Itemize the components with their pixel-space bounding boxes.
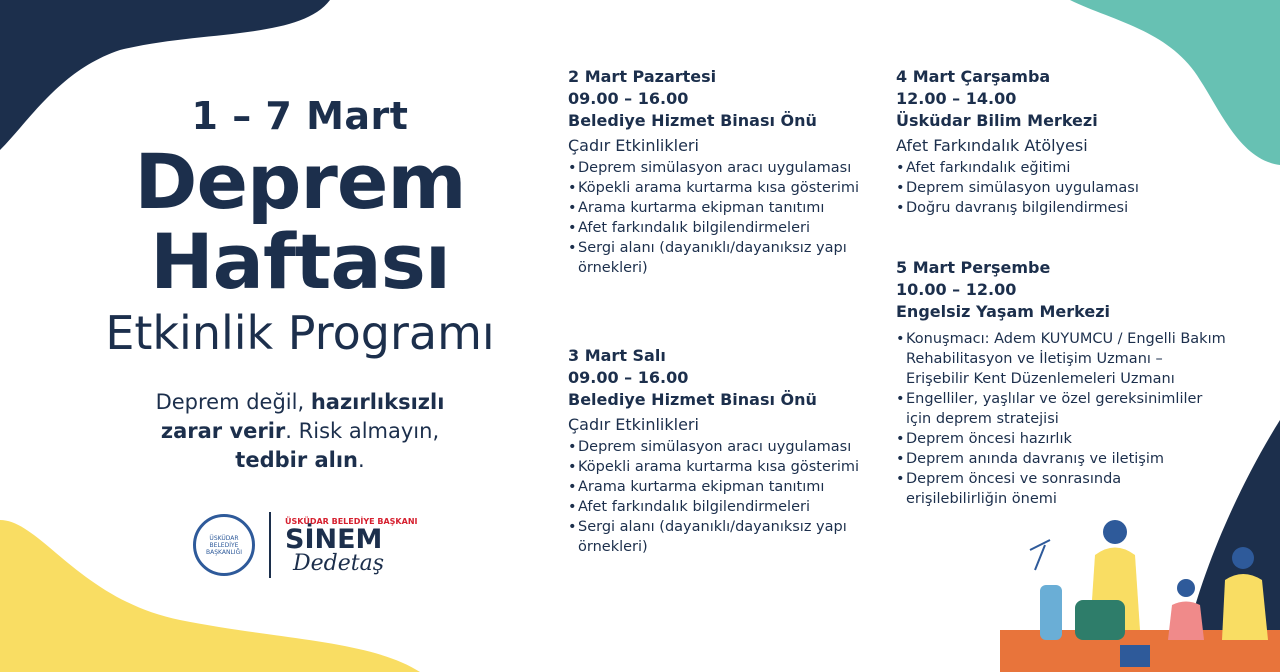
list-item: • Doğru davranış bilgilendirmesi bbox=[896, 198, 1226, 218]
list-item: • Sergi alanı (dayanıklı/dayanıksız yapı örnekleri) bbox=[568, 517, 888, 557]
brand-pretitle: ÜSKÜDAR BELEDİYE BAŞKANI bbox=[285, 516, 418, 526]
list-item: • Engelliler, yaşlılar ve özel gereksinimliler için deprem stratejisi bbox=[896, 389, 1226, 429]
time-range: 10.00 – 12.00 bbox=[896, 280, 1017, 299]
list-item: • Köpekli arama kurtarma kısa gösterimi bbox=[568, 178, 888, 198]
venue: Engelsiz Yaşam Merkezi bbox=[896, 302, 1110, 321]
mayor-brand-logo bbox=[285, 517, 418, 574]
tagline-bold: zarar verir bbox=[160, 419, 286, 443]
venue: Belediye Hizmet Binası Önü bbox=[568, 111, 817, 130]
family-preparing-illustration bbox=[1000, 510, 1280, 672]
municipality-seal-logo: ÜSKÜDAR BELEDİYE BAŞKANLIĞI bbox=[193, 514, 255, 576]
list-item: • Köpekli arama kurtarma kısa gösterimi bbox=[568, 457, 888, 477]
activity-list bbox=[568, 158, 888, 278]
list-item: • Deprem öncesi ve sonrasında erişilebilirliğin önemi bbox=[896, 469, 1226, 509]
day-block bbox=[896, 257, 1226, 509]
time-range: 09.00 – 16.00 bbox=[568, 368, 689, 387]
title-line-2: Haftası bbox=[150, 217, 450, 306]
activity-list bbox=[568, 437, 888, 557]
list-item: • Konuşmacı: Adem KUYUMCU / Engelli Bakım Rehabilitasyon ve İletişim Uzmanı – Erişebilir Kent Düzenlemeleri Uzmanı bbox=[896, 329, 1226, 389]
day-block bbox=[568, 345, 888, 557]
list-item: • Sergi alanı (dayanıklı/dayanıksız yapı örnekleri) bbox=[568, 238, 888, 278]
day-heading: 5 Mart Perşembe bbox=[896, 258, 1051, 277]
activity-title: Çadır Etkinlikleri bbox=[568, 136, 699, 155]
tagline-bold: tedbir alın bbox=[235, 448, 359, 472]
day-heading: 3 Mart Salı bbox=[568, 346, 666, 365]
time-range: 09.00 – 16.00 bbox=[568, 89, 689, 108]
list-item: • Afet farkındalık bilgilendirmeleri bbox=[568, 497, 888, 517]
activity-list bbox=[896, 329, 1226, 509]
venue: Üsküdar Bilim Merkezi bbox=[896, 111, 1098, 130]
list-item: • Deprem simülasyon aracı uygulaması bbox=[568, 158, 888, 178]
list-item: • Arama kurtarma ekipman tanıtımı bbox=[568, 477, 888, 497]
divider bbox=[269, 512, 271, 578]
list-item: • Arama kurtarma ekipman tanıtımı bbox=[568, 198, 888, 218]
brand-name: SİNEM bbox=[285, 523, 383, 555]
date-range: 1 – 7 Mart bbox=[191, 94, 409, 138]
logo-area bbox=[193, 512, 418, 578]
subtitle: Etkinlik Programı bbox=[105, 306, 495, 360]
signature: Dedetaş bbox=[293, 550, 385, 576]
list-item: • Deprem simülasyon aracı uygulaması bbox=[568, 437, 888, 457]
tagline-text: Deprem değil, bbox=[155, 390, 311, 414]
time-range: 12.00 – 14.00 bbox=[896, 89, 1017, 108]
tagline bbox=[60, 388, 540, 475]
activity-title: Afet Farkındalık Atölyesi bbox=[896, 136, 1088, 155]
tagline-text: . bbox=[358, 448, 365, 472]
day-heading: 4 Mart Çarşamba bbox=[896, 67, 1051, 86]
title-line-1: Deprem bbox=[134, 137, 466, 226]
list-item: • Afet farkındalık bilgilendirmeleri bbox=[568, 218, 888, 238]
list-item: • Deprem anında davranış ve iletişim bbox=[896, 449, 1226, 469]
day-block bbox=[896, 66, 1226, 218]
venue: Belediye Hizmet Binası Önü bbox=[568, 390, 817, 409]
tagline-bold: hazırlıksızlı bbox=[310, 390, 445, 414]
list-item: • Afet farkındalık eğitimi bbox=[896, 158, 1226, 178]
activity-title: Çadır Etkinlikleri bbox=[568, 415, 699, 434]
list-item: • Deprem simülasyon uygulaması bbox=[896, 178, 1226, 198]
activity-list bbox=[896, 158, 1226, 218]
list-item: • Deprem öncesi hazırlık bbox=[896, 429, 1226, 449]
day-heading: 2 Mart Pazartesi bbox=[568, 67, 717, 86]
day-block bbox=[568, 66, 888, 278]
tagline-text: . Risk almayın, bbox=[285, 419, 440, 443]
